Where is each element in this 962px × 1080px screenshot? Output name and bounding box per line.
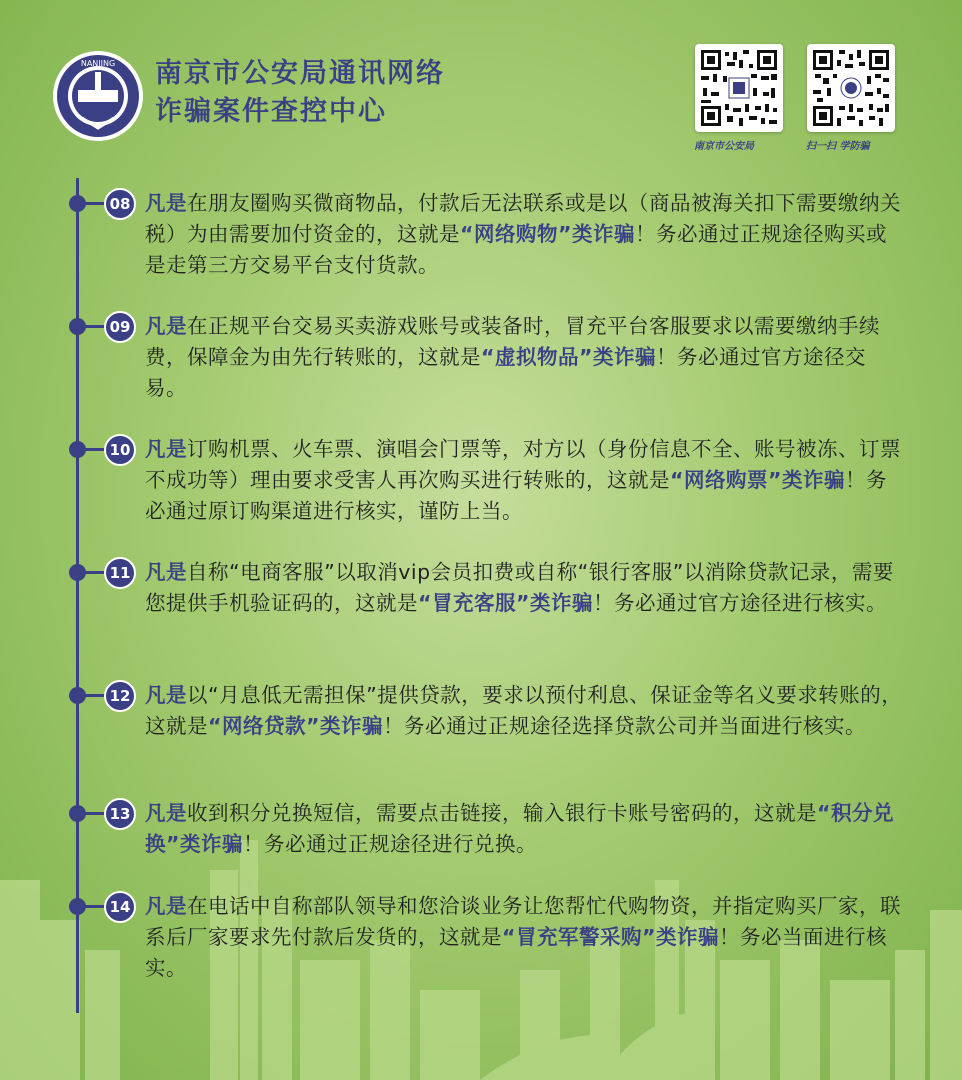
qr-code-anti-fraud[interactable] <box>807 44 895 132</box>
qr2-caption: 扫一扫 学防骗 <box>806 141 870 152</box>
item-text: 以“月息低无需担保”提供贷款，要求以预付利息、保证金等名义要求转账的，这就是 <box>145 683 903 738</box>
police-badge-icon <box>52 50 144 142</box>
fraud-item-10 <box>145 434 905 527</box>
item-text-end: ！务必通过正规途径选择贷款公司并当面进行核实。 <box>382 714 866 738</box>
qr-code-police-bureau[interactable] <box>695 44 783 132</box>
item-text-end: ！务必通过原订购渠道进行核实，谨防上当。 <box>145 468 887 523</box>
item-text-end: ！务必当面进行核实。 <box>145 925 887 980</box>
organization-name <box>155 55 445 131</box>
item-highlight: “虚拟物品”类诈骗 <box>481 345 656 369</box>
item-number-badge: 13 <box>104 798 136 830</box>
header <box>0 0 962 175</box>
item-lead: 凡是 <box>145 801 187 825</box>
qr1-caption: 南京市公安局 <box>694 141 754 152</box>
fraud-item-09 <box>145 311 905 404</box>
item-text: 在朋友圈购买微商物品，付款后无法联系或是以（商品被海关扣下需要缴纳关税）为由需要加付资金的，这就是 <box>145 191 901 246</box>
item-text-end: ！务必通过官方途径交易。 <box>145 345 866 400</box>
item-highlight: “冒充客服”类诈骗 <box>418 591 593 615</box>
item-text: 自称“电商客服”以取消vip会员扣费或自称“银行客服”以消除贷款记录，需要您提供手机验证码的，这就是 <box>145 560 894 615</box>
item-text: 收到积分兑换短信，需要点击链接，输入银行卡账号密码的，这就是 <box>187 801 817 825</box>
item-lead: 凡是 <box>145 683 187 707</box>
badge-text: NANJING <box>80 59 116 68</box>
fraud-item-14 <box>145 891 905 984</box>
item-lead: 凡是 <box>145 894 187 918</box>
fraud-item-08 <box>145 188 905 281</box>
item-lead: 凡是 <box>145 314 187 338</box>
item-highlight: “冒充军警采购”类诈骗 <box>502 925 719 949</box>
item-text-end: ！务必通过官方途径进行核实。 <box>592 591 887 615</box>
item-number-badge: 12 <box>104 680 136 712</box>
org-name-line1: 南京市公安局通讯网络 <box>155 58 445 89</box>
item-text: 在电话中自称部队领导和您洽谈业务让您帮忙代购物资，并指定购买厂家，联系后厂家要求先付款后发货的，这就是 <box>145 894 901 949</box>
item-text-end: ！务必通过正规途径购买或是走第三方交易平台支付货款。 <box>145 222 887 277</box>
item-lead: 凡是 <box>145 191 187 215</box>
item-text: 订购机票、火车票、演唱会门票等，对方以（身份信息不全、账号被冻、订票不成功等）理由要求受害人再次购买进行转账的，这就是 <box>145 437 901 492</box>
timeline-line <box>76 178 79 1013</box>
item-text: 在正规平台交易买卖游戏账号或装备时，冒充平台客服要求以需要缴纳手续费，保障金为由先行转账的，这就是 <box>145 314 880 369</box>
item-number-badge: 14 <box>104 891 136 923</box>
qr-code-icon <box>699 48 779 128</box>
fraud-item-12 <box>145 680 905 742</box>
item-lead: 凡是 <box>145 560 187 584</box>
item-highlight: “网络贷款”类诈骗 <box>208 714 383 738</box>
item-number-badge: 11 <box>104 557 136 589</box>
item-number-badge: 10 <box>104 434 136 466</box>
item-highlight: “网络购票”类诈骗 <box>670 468 845 492</box>
item-number-badge: 08 <box>104 188 136 220</box>
qr-code-icon <box>811 48 891 128</box>
item-lead: 凡是 <box>145 437 187 461</box>
item-number-badge: 09 <box>104 311 136 343</box>
item-highlight: “网络购物”类诈骗 <box>460 222 635 246</box>
fraud-item-11 <box>145 557 905 619</box>
item-highlight: “积分兑换”类诈骗 <box>145 801 894 856</box>
item-text-end: ！务必通过正规途径进行兑换。 <box>242 832 537 856</box>
fraud-item-13 <box>145 798 905 860</box>
org-name-line2: 诈骗案件查控中心 <box>155 96 387 127</box>
